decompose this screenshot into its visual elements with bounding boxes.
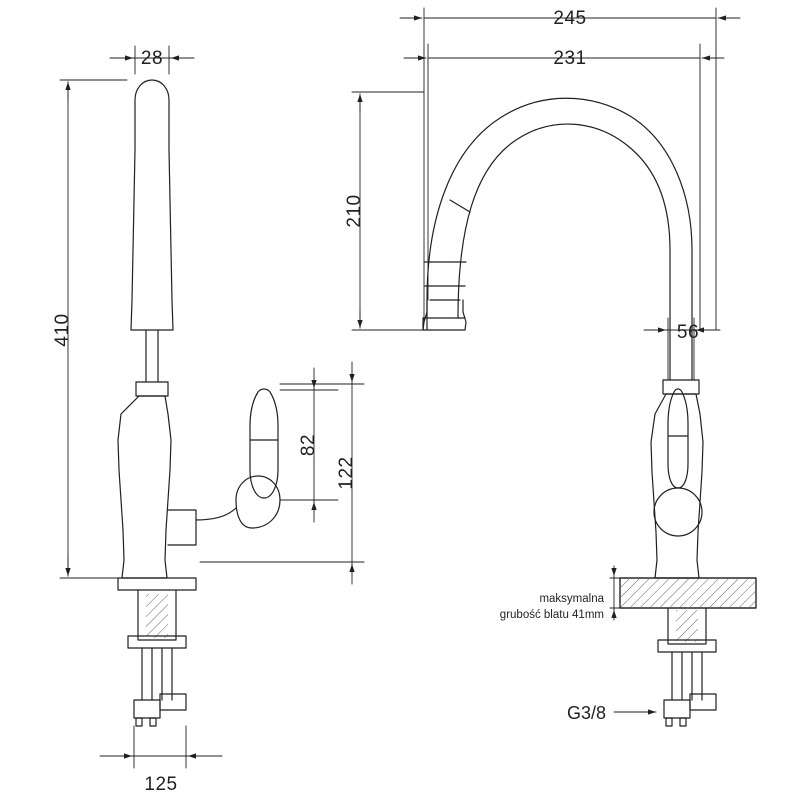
right-view-faucet-outline (423, 98, 756, 726)
label-counter-note-line1: maksymalna (539, 593, 604, 605)
label-total-height-410: 410 (52, 313, 73, 347)
label-counter-note-line2: grubość blatu 41mm (499, 609, 604, 621)
label-handle-height-82: 82 (298, 433, 319, 457)
left-view-faucet-outline (118, 80, 280, 726)
label-thread-g38: G3/8 (566, 703, 606, 723)
label-body-width-56: 56 (676, 322, 700, 343)
dimension-labels (52, 8, 699, 795)
label-spout-reach-231: 231 (553, 48, 587, 69)
label-handle-block-height-122: 122 (336, 456, 357, 490)
label-overall-reach-245: 245 (553, 8, 587, 29)
label-spout-width-28: 28 (140, 48, 164, 69)
label-base-width-125: 125 (144, 774, 178, 795)
label-spout-height-210: 210 (344, 194, 365, 228)
